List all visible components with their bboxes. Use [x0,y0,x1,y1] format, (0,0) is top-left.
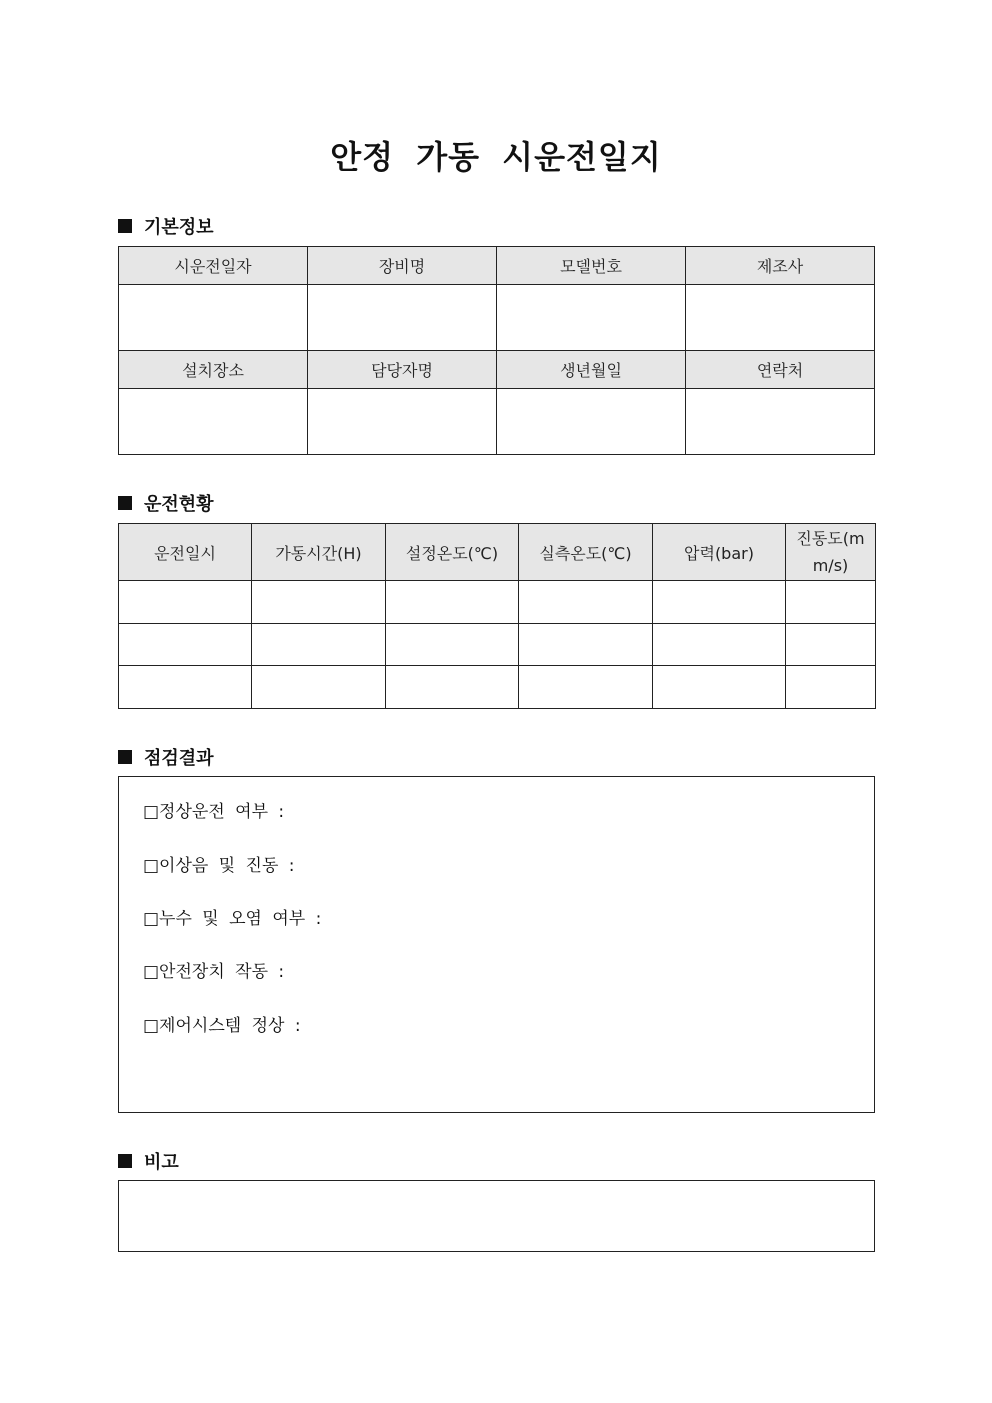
basic-info-header: 설치장소 [119,351,308,389]
remarks-box[interactable] [118,1180,875,1252]
operation-cell[interactable] [252,666,386,709]
operation-header: 실측온도(℃) [519,524,653,581]
basic-info-header: 연락처 [686,351,875,389]
operation-cell[interactable] [653,666,786,709]
operation-header: 가동시간(H) [252,524,386,581]
operation-cell[interactable] [519,624,653,666]
operation-cell[interactable] [119,666,252,709]
section-basic-info [118,213,214,239]
operation-cell[interactable] [386,581,519,624]
operation-cell[interactable] [386,624,519,666]
operation-cell[interactable] [119,624,252,666]
inspection-item-normal-operation[interactable]: □정상운전 여부 : [143,802,285,822]
basic-info-header: 장비명 [308,247,497,285]
basic-info-cell-contact[interactable] [686,389,875,455]
operation-header: 운전일시 [119,524,252,581]
square-bullet-icon [118,496,132,510]
basic-info-cell-date[interactable] [119,285,308,351]
square-bullet-icon [118,219,132,233]
operation-cell[interactable] [119,581,252,624]
inspection-item-leak-contamination[interactable]: □누수 및 오염 여부 : [143,909,322,929]
operation-header: 설정온도(℃) [386,524,519,581]
operation-cell[interactable] [519,581,653,624]
operation-cell[interactable] [786,666,876,709]
operation-cell[interactable] [519,666,653,709]
operation-table [118,523,876,709]
section-remarks [118,1148,179,1174]
section-inspection-heading: 점검결과 [144,748,214,769]
section-inspection [118,744,214,770]
basic-info-cell-birthdate[interactable] [497,389,686,455]
basic-info-header: 제조사 [686,247,875,285]
operation-header: 압력(bar) [653,524,786,581]
section-operation-heading: 운전현황 [144,494,214,515]
square-bullet-icon [118,750,132,764]
section-operation [118,490,214,516]
inspection-item-noise-vibration[interactable]: □이상음 및 진동 : [143,856,295,876]
inspection-item-control-system[interactable]: □제어시스템 정상 : [143,1016,301,1036]
operation-cell[interactable] [653,624,786,666]
operation-cell[interactable] [653,581,786,624]
square-bullet-icon [118,1154,132,1168]
basic-info-cell-manager[interactable] [308,389,497,455]
basic-info-header: 생년월일 [497,351,686,389]
operation-cell[interactable] [252,624,386,666]
section-basic-info-heading: 기본정보 [144,217,214,238]
inspection-box[interactable] [118,776,875,1113]
basic-info-header: 시운전일자 [119,247,308,285]
section-remarks-heading: 비고 [144,1152,179,1173]
basic-info-header: 모델번호 [497,247,686,285]
basic-info-cell-manufacturer[interactable] [686,285,875,351]
basic-info-cell-location[interactable] [119,389,308,455]
basic-info-cell-model[interactable] [497,285,686,351]
inspection-item-safety-device[interactable]: □안전장치 작동 : [143,962,285,982]
basic-info-table [118,246,875,455]
operation-cell[interactable] [786,624,876,666]
operation-cell[interactable] [252,581,386,624]
operation-cell[interactable] [786,581,876,624]
basic-info-cell-equipment[interactable] [308,285,497,351]
operation-header: 진동도(mm/s) [786,524,876,581]
basic-info-header: 담당자명 [308,351,497,389]
document-title: 안정 가동 시운전일지 [330,138,662,176]
operation-cell[interactable] [386,666,519,709]
